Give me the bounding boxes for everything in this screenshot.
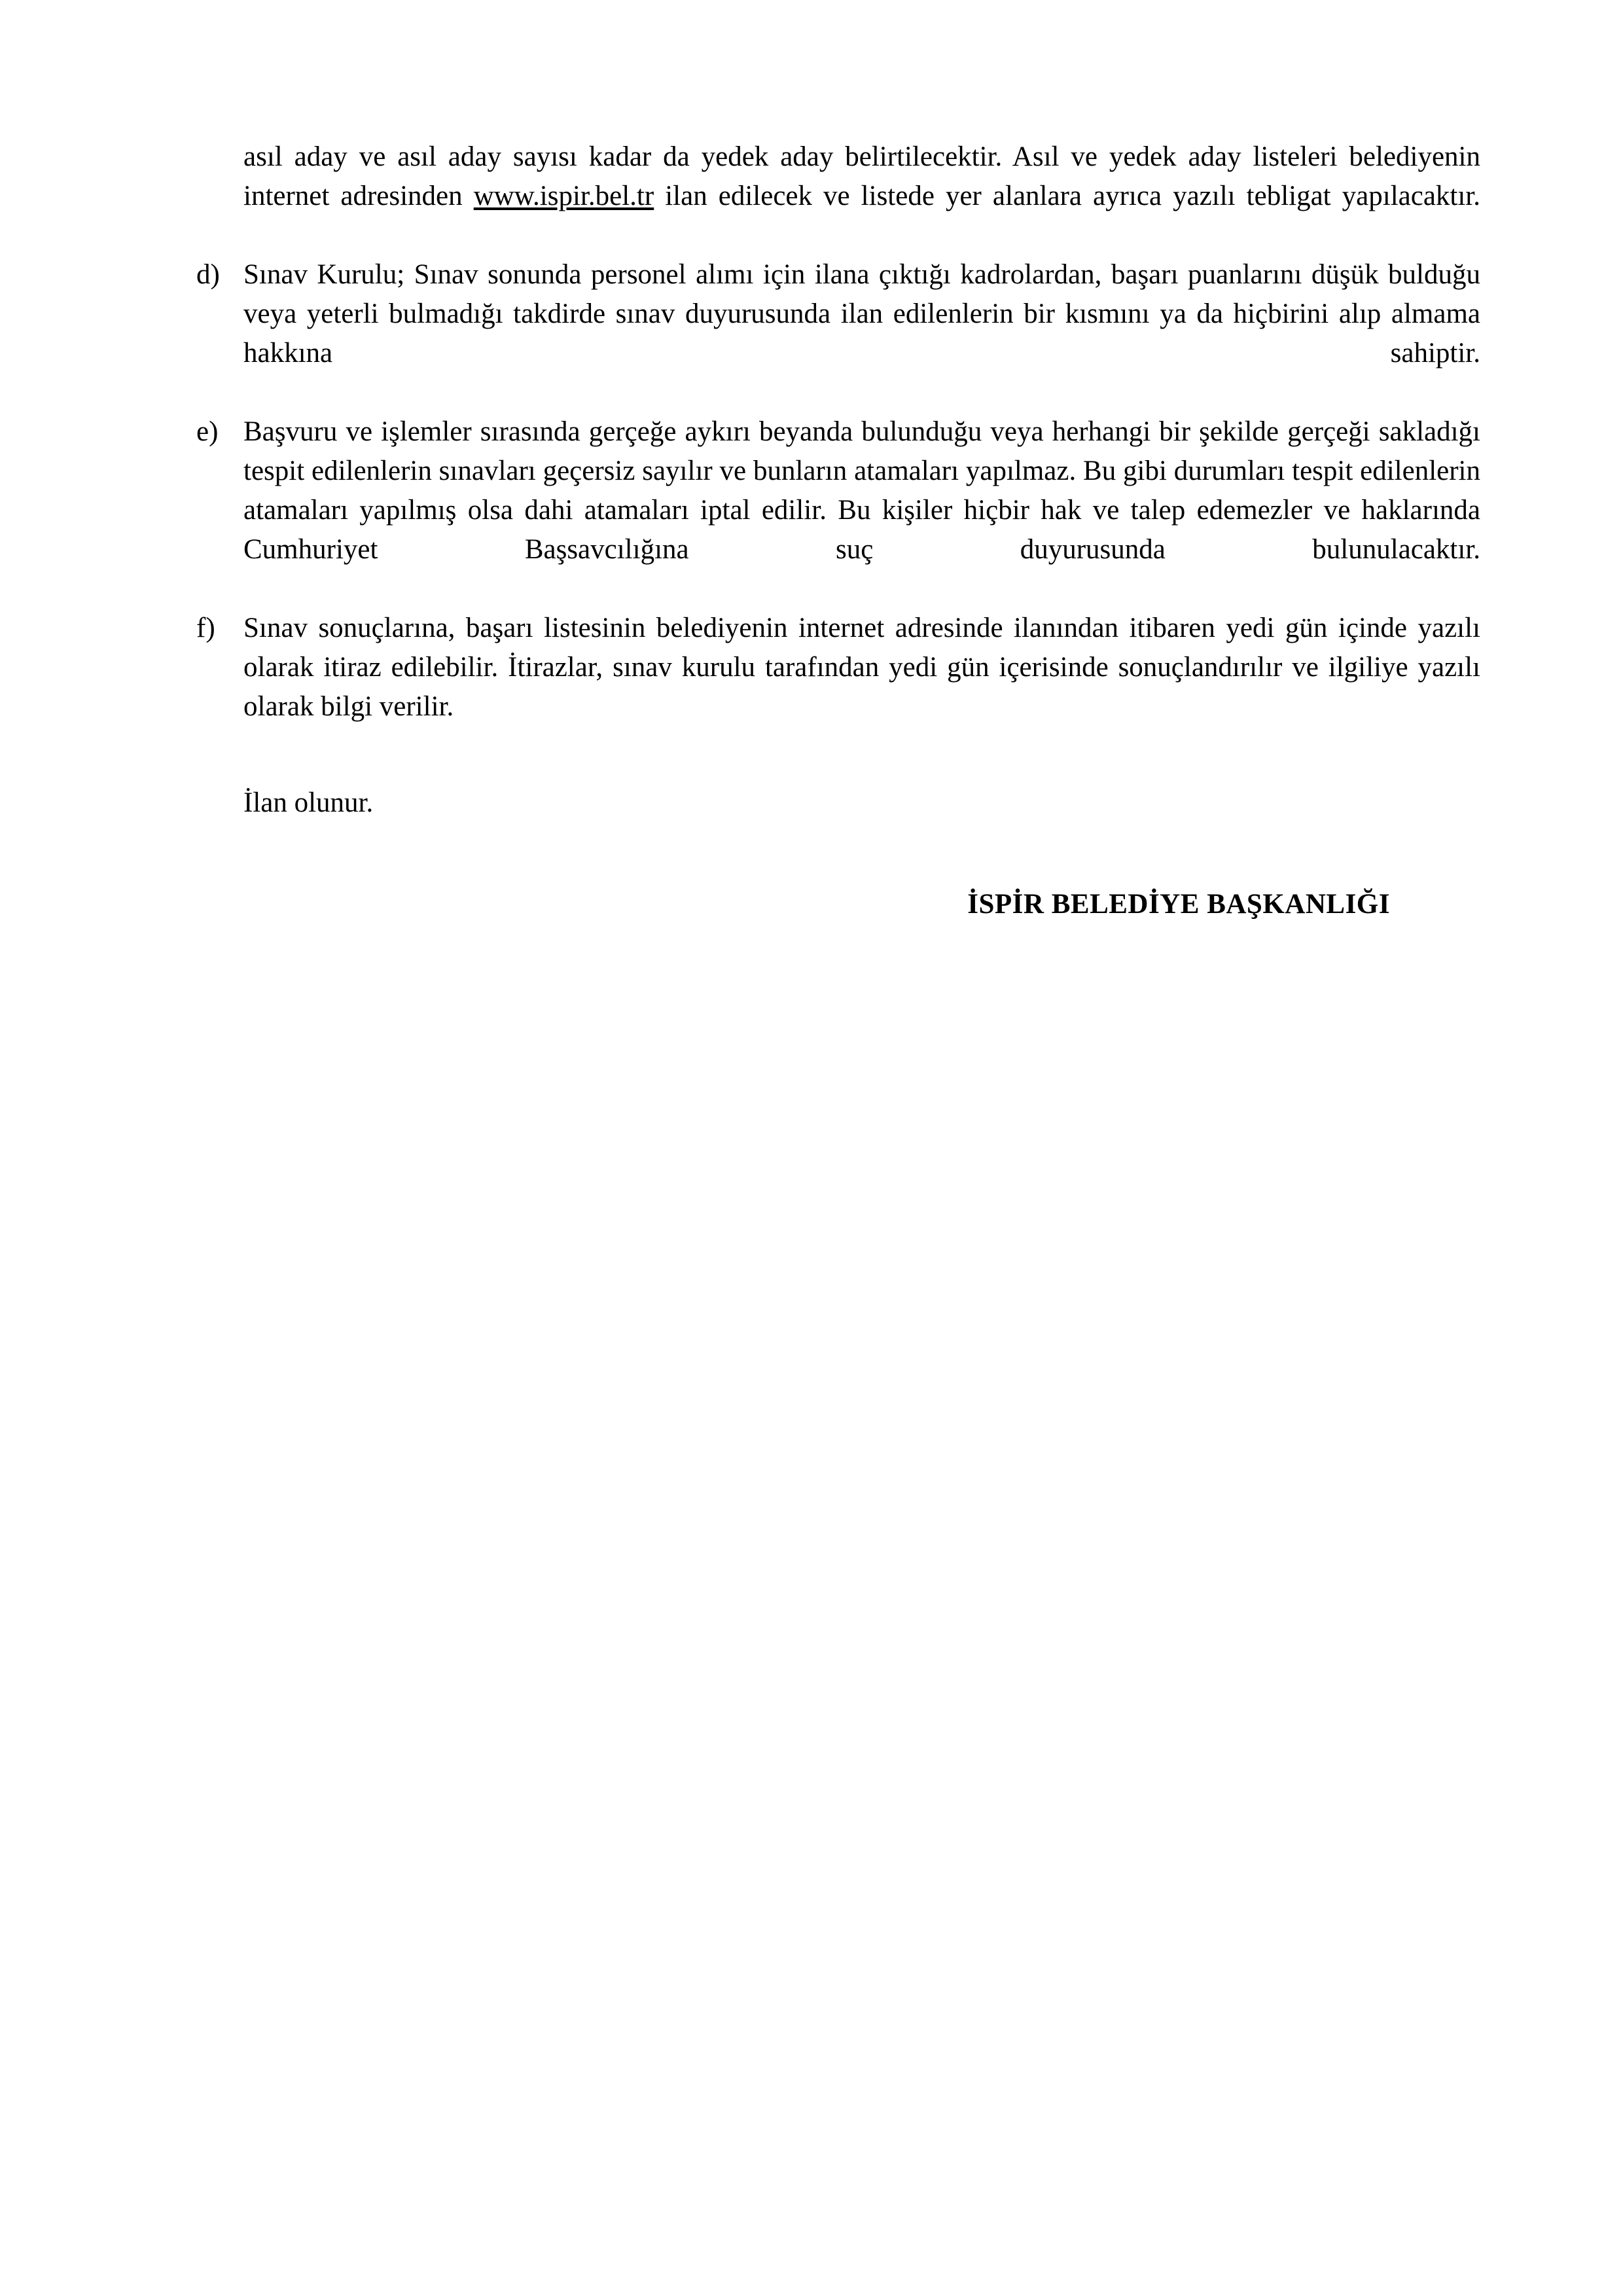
list-item-body-d: Sınav Kurulu; Sınav sonunda personel alımı için ilana çıktığı kadrolardan, başarı puanlarını düşük bulduğu veya yeterli bulmadığı takdirde sınav duyurusunda ilan edilenlerin bir kısmını ya da hiçbirini alıp almama hakkına sahiptir. bbox=[243, 259, 1480, 368]
signature-authority: İSPİR BELEDİYE BAŞKANLIĞI bbox=[967, 889, 1390, 920]
continued-paragraph bbox=[243, 137, 1480, 255]
list-marker-e: e) bbox=[196, 416, 219, 447]
list-item bbox=[196, 609, 1480, 726]
municipality-website-link[interactable]: www.ispir.bel.tr bbox=[473, 181, 654, 211]
list-marker-f: f) bbox=[196, 613, 215, 643]
document-content bbox=[196, 137, 1480, 924]
list-item bbox=[196, 255, 1480, 412]
signature-row bbox=[196, 885, 1480, 924]
list-marker-d: d) bbox=[196, 259, 220, 290]
closing-line: İlan olunur. bbox=[243, 787, 374, 818]
list-item-body-e: Başvuru ve işlemler sırasında gerçeğe aykırı beyanda bulunduğu veya herhangi bir şekilde gerçeği sakladığı tespit edilenlerin sınavları geçersiz sayılır ve bunların atamaları yapılmaz. Bu gibi durumları tespit edilenlerin atamaları yapılmış olsa dahi atamaları iptal edilir. Bu kişiler hiçbir hak ve talep edemezler ve haklarında Cumhuriyet Başsavcılığına suç duyurusunda bulunulacaktır. bbox=[243, 416, 1480, 565]
list-item bbox=[196, 412, 1480, 609]
continued-paragraph-text-before-link: asıl aday ve asıl aday sayısı kadar da yedek aday belirtilecektir. Asıl ve yedek aday listeleri belediyenin internet adresinden bbox=[243, 141, 1480, 211]
spacer bbox=[196, 726, 1480, 755]
list-item-body-f: Sınav sonuçlarına, başarı listesinin belediyenin internet adresinde ilanından itibaren yedi gün içinde yazılı olarak itiraz edilebilir. İtirazlar, sınav kurulu tarafından yedi gün içerisinde sonuçlandırılır ve ilgiliye yazılı olarak bilgi verilir. bbox=[243, 613, 1480, 722]
spacer bbox=[196, 851, 1480, 885]
continued-paragraph-text-after-link: ilan edilecek ve listede yer alanlara ayrıca yazılı tebligat yapılacaktır. bbox=[654, 181, 1480, 211]
